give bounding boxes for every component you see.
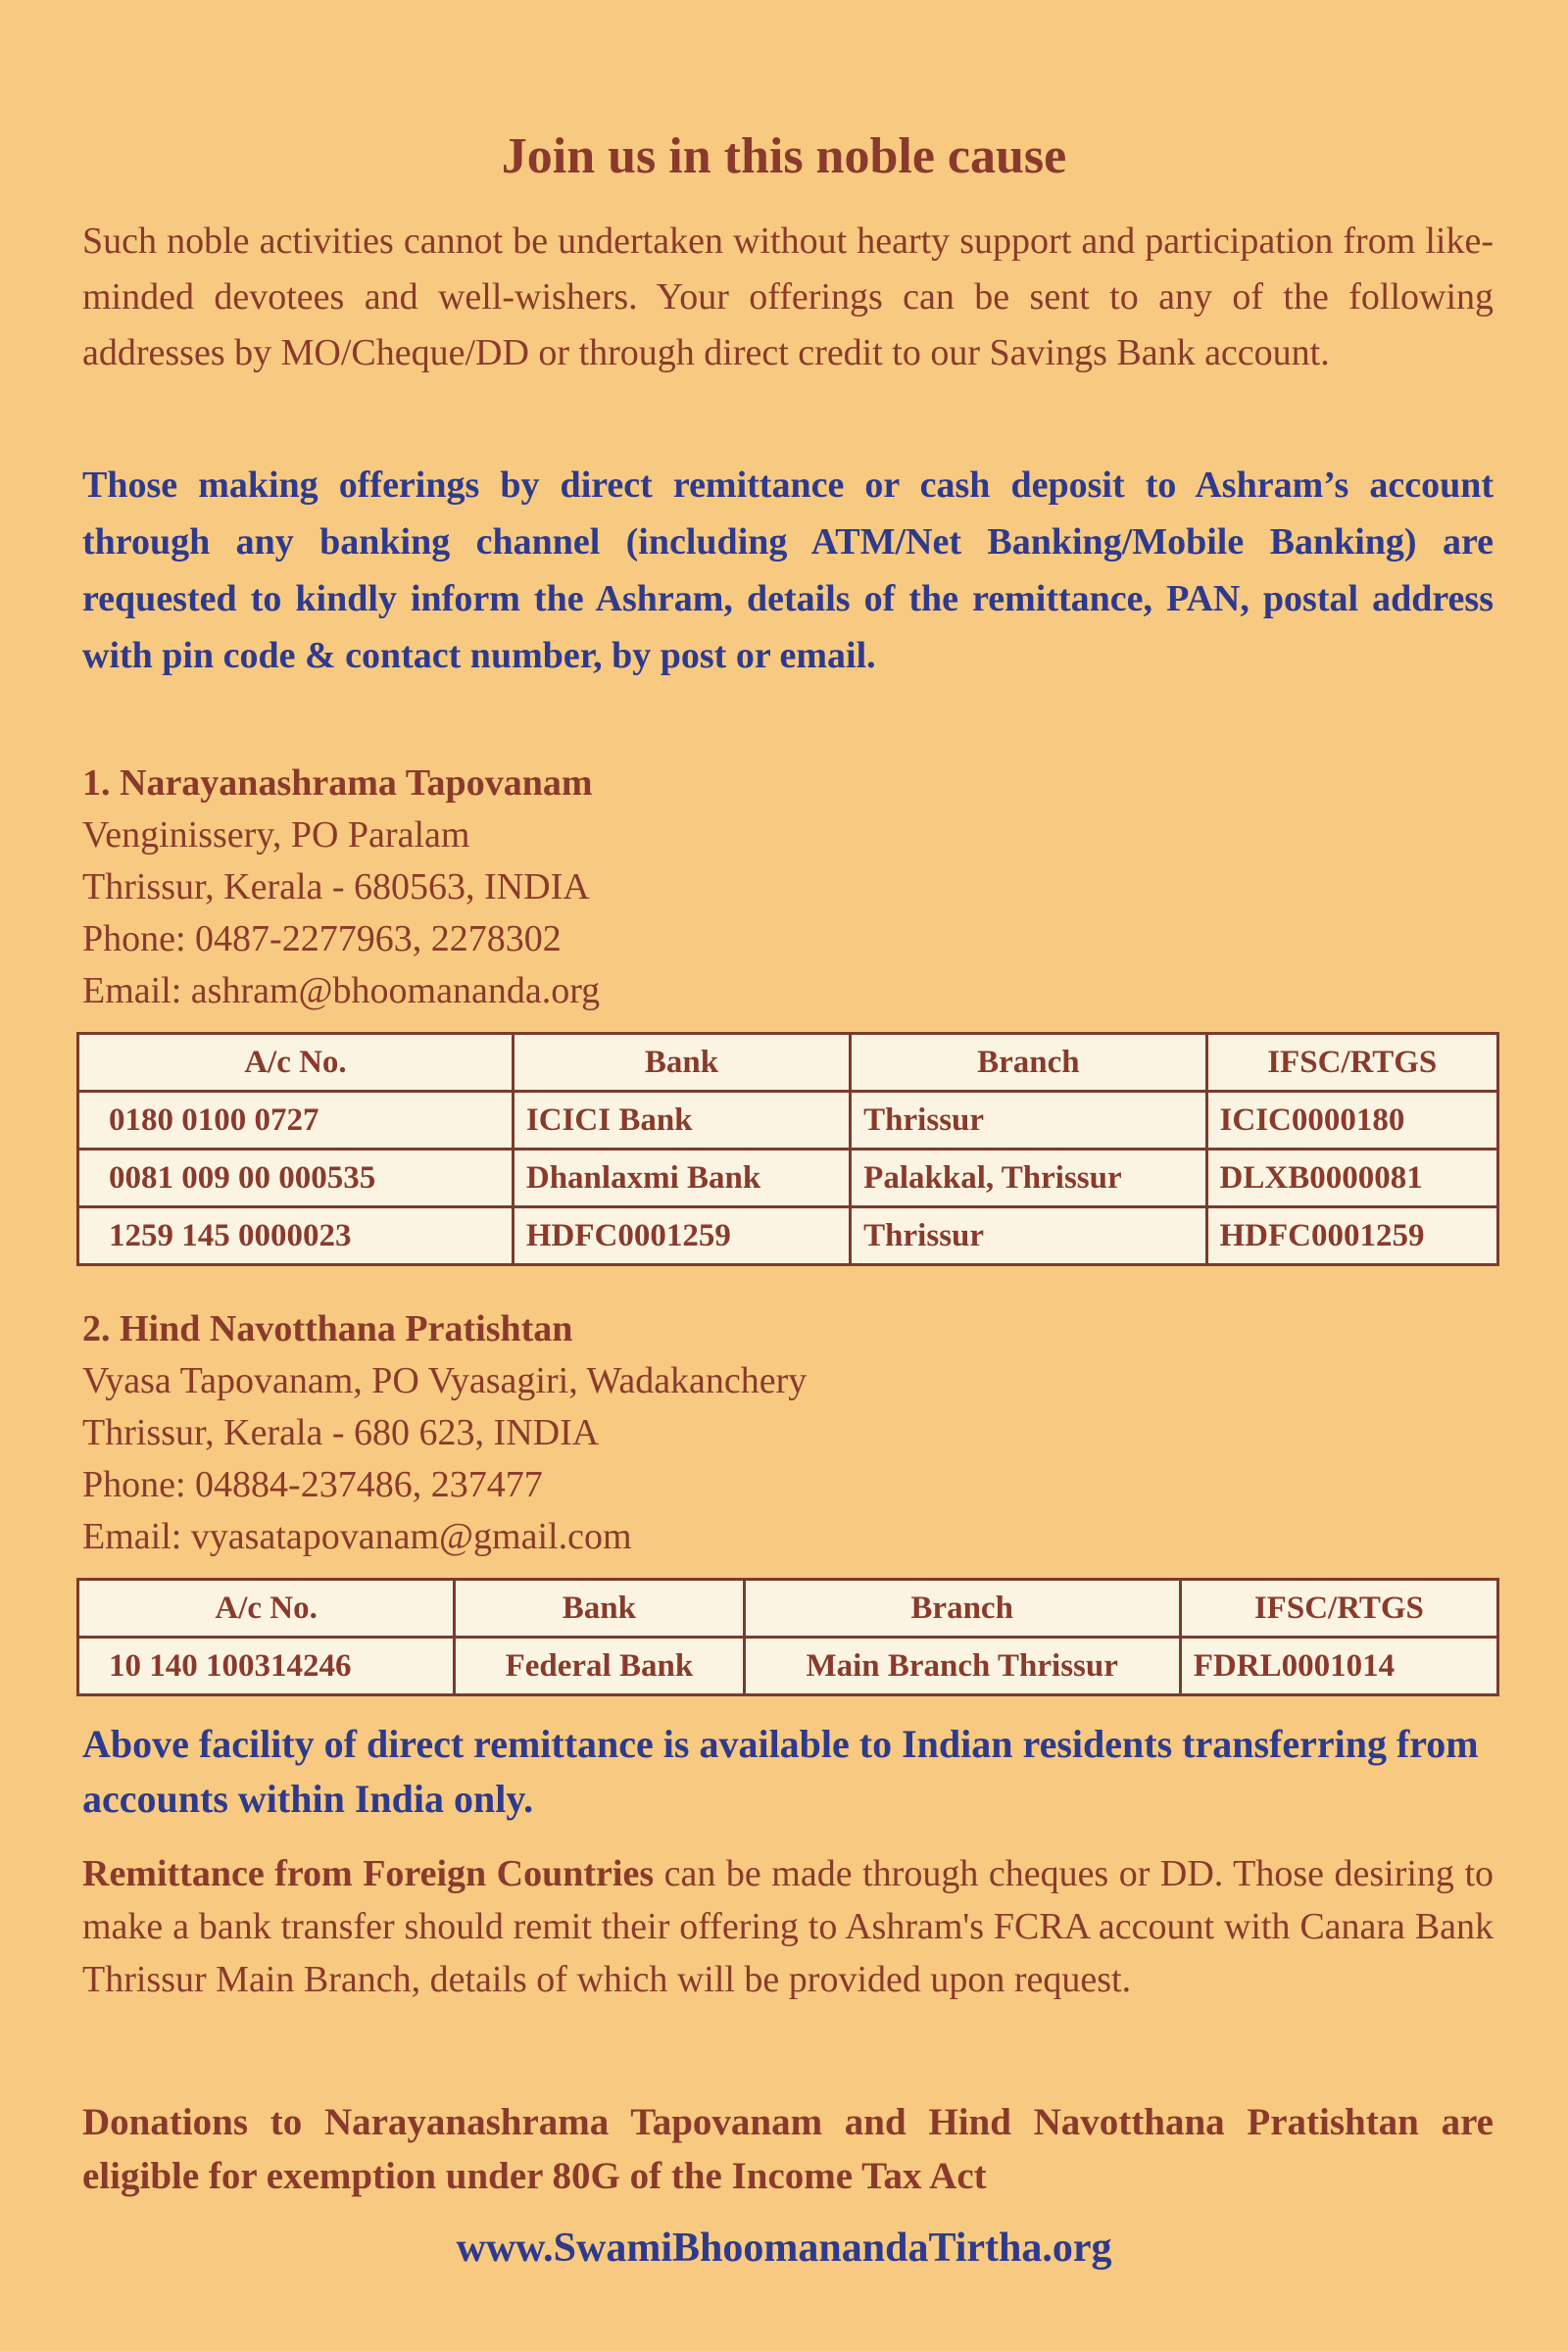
address-block-1 <box>82 758 1494 1017</box>
address-line: Thrissur, Kerala - 680 623, INDIA <box>82 1412 600 1453</box>
india-only-note: Above facility of direct remittance is available to Indian residents transferring from accounts within India only. <box>82 1722 1479 1821</box>
address-line: Vyasa Tapovanam, PO Vyasagiri, Wadakanchery <box>82 1360 808 1401</box>
column-header: A/c No. <box>78 1580 455 1638</box>
branch-cell: Thrissur <box>851 1092 1206 1150</box>
column-header: Bank <box>455 1580 744 1638</box>
column-header: Branch <box>744 1580 1180 1638</box>
bank-cell: ICICI Bank <box>513 1092 850 1150</box>
branch-cell: Main Branch Thrissur <box>744 1638 1180 1695</box>
page-title: Join us in this noble cause <box>501 128 1067 184</box>
table-row <box>78 1207 1498 1265</box>
bank-cell: Dhanlaxmi Bank <box>513 1150 850 1207</box>
address-line: Thrissur, Kerala - 680563, INDIA <box>82 866 590 907</box>
table-row <box>78 1638 1498 1695</box>
remittance-note: Those making offerings by direct remittance or cash deposit to Ashram’s account through any banking channel (including ATM/Net Banking/Mobile Banking) are requested to kindly inform the Ashram, details of the remittance, PAN, postal address with pin code & contact number, by post or email. <box>82 465 1494 676</box>
intro-paragraph: Such noble activities cannot be undertaken without hearty support and participation from like-minded devotees and well-wishers. Your offerings can be sent to any of the following addresses by MO/Cheque/DD or through direct credit to our Savings Bank account. <box>82 220 1494 373</box>
phone-text: Phone: 04884-237486, 237477 <box>82 1464 543 1505</box>
account-number-cell: 1259 145 0000023 <box>78 1207 514 1265</box>
bank-cell: HDFC0001259 <box>513 1207 850 1265</box>
email-text: Email: ashram@bhoomananda.org <box>82 970 601 1011</box>
table-row <box>78 1150 1498 1207</box>
column-header: Bank <box>513 1034 850 1092</box>
ifsc-cell: HDFC0001259 <box>1206 1207 1497 1265</box>
bank-table-2 <box>76 1578 1499 1696</box>
email-text: Email: vyasatapovanam@gmail.com <box>82 1516 632 1557</box>
ifsc-cell: ICIC0000180 <box>1206 1092 1497 1150</box>
table-header-row <box>78 1580 1498 1638</box>
branch-cell: Palakkal, Thrissur <box>851 1150 1206 1207</box>
address-block-2 <box>82 1303 1494 1563</box>
website-link[interactable]: www.SwamiBhoomanandaTirtha.org <box>456 2226 1112 2271</box>
table-header-row <box>78 1034 1498 1092</box>
ifsc-cell: DLXB0000081 <box>1206 1150 1497 1207</box>
address-heading: 1. Narayanashrama Tapovanam <box>82 762 593 804</box>
column-header: Branch <box>851 1034 1206 1092</box>
foreign-remittance-lead: Remittance from Foreign Countries <box>82 1853 655 1894</box>
column-header: IFSC/RTGS <box>1206 1034 1497 1092</box>
account-number-cell: 10 140 100314246 <box>78 1638 455 1695</box>
address-line: Venginissery, PO Paralam <box>82 814 470 856</box>
ifsc-cell: FDRL0001014 <box>1180 1638 1497 1695</box>
phone-text: Phone: 0487-2277963, 2278302 <box>82 918 562 959</box>
address-heading: 2. Hind Navotthana Pratishtan <box>82 1308 573 1349</box>
column-header: IFSC/RTGS <box>1180 1580 1497 1638</box>
bank-table-1 <box>76 1032 1499 1266</box>
foreign-remittance-paragraph <box>82 1847 1494 2006</box>
account-number-cell: 0180 0100 0727 <box>78 1092 514 1150</box>
tax-exemption-note: Donations to Narayanashrama Tapovanam and Hind Navotthana Pratishtan are eligible for exemption under 80G of the Income Tax Act <box>82 2101 1494 2197</box>
foreign-remittance-text: can be made through cheques or DD. Those desiring to make a bank transfer should remit their offering to Ashram's FCRA account with Canara Bank Thrissur Main Branch, details of which will be provided upon request. <box>82 1853 1494 2000</box>
column-header: A/c No. <box>78 1034 514 1092</box>
bank-cell: Federal Bank <box>455 1638 744 1695</box>
branch-cell: Thrissur <box>851 1207 1206 1265</box>
account-number-cell: 0081 009 00 000535 <box>78 1150 514 1207</box>
table-row <box>78 1092 1498 1150</box>
